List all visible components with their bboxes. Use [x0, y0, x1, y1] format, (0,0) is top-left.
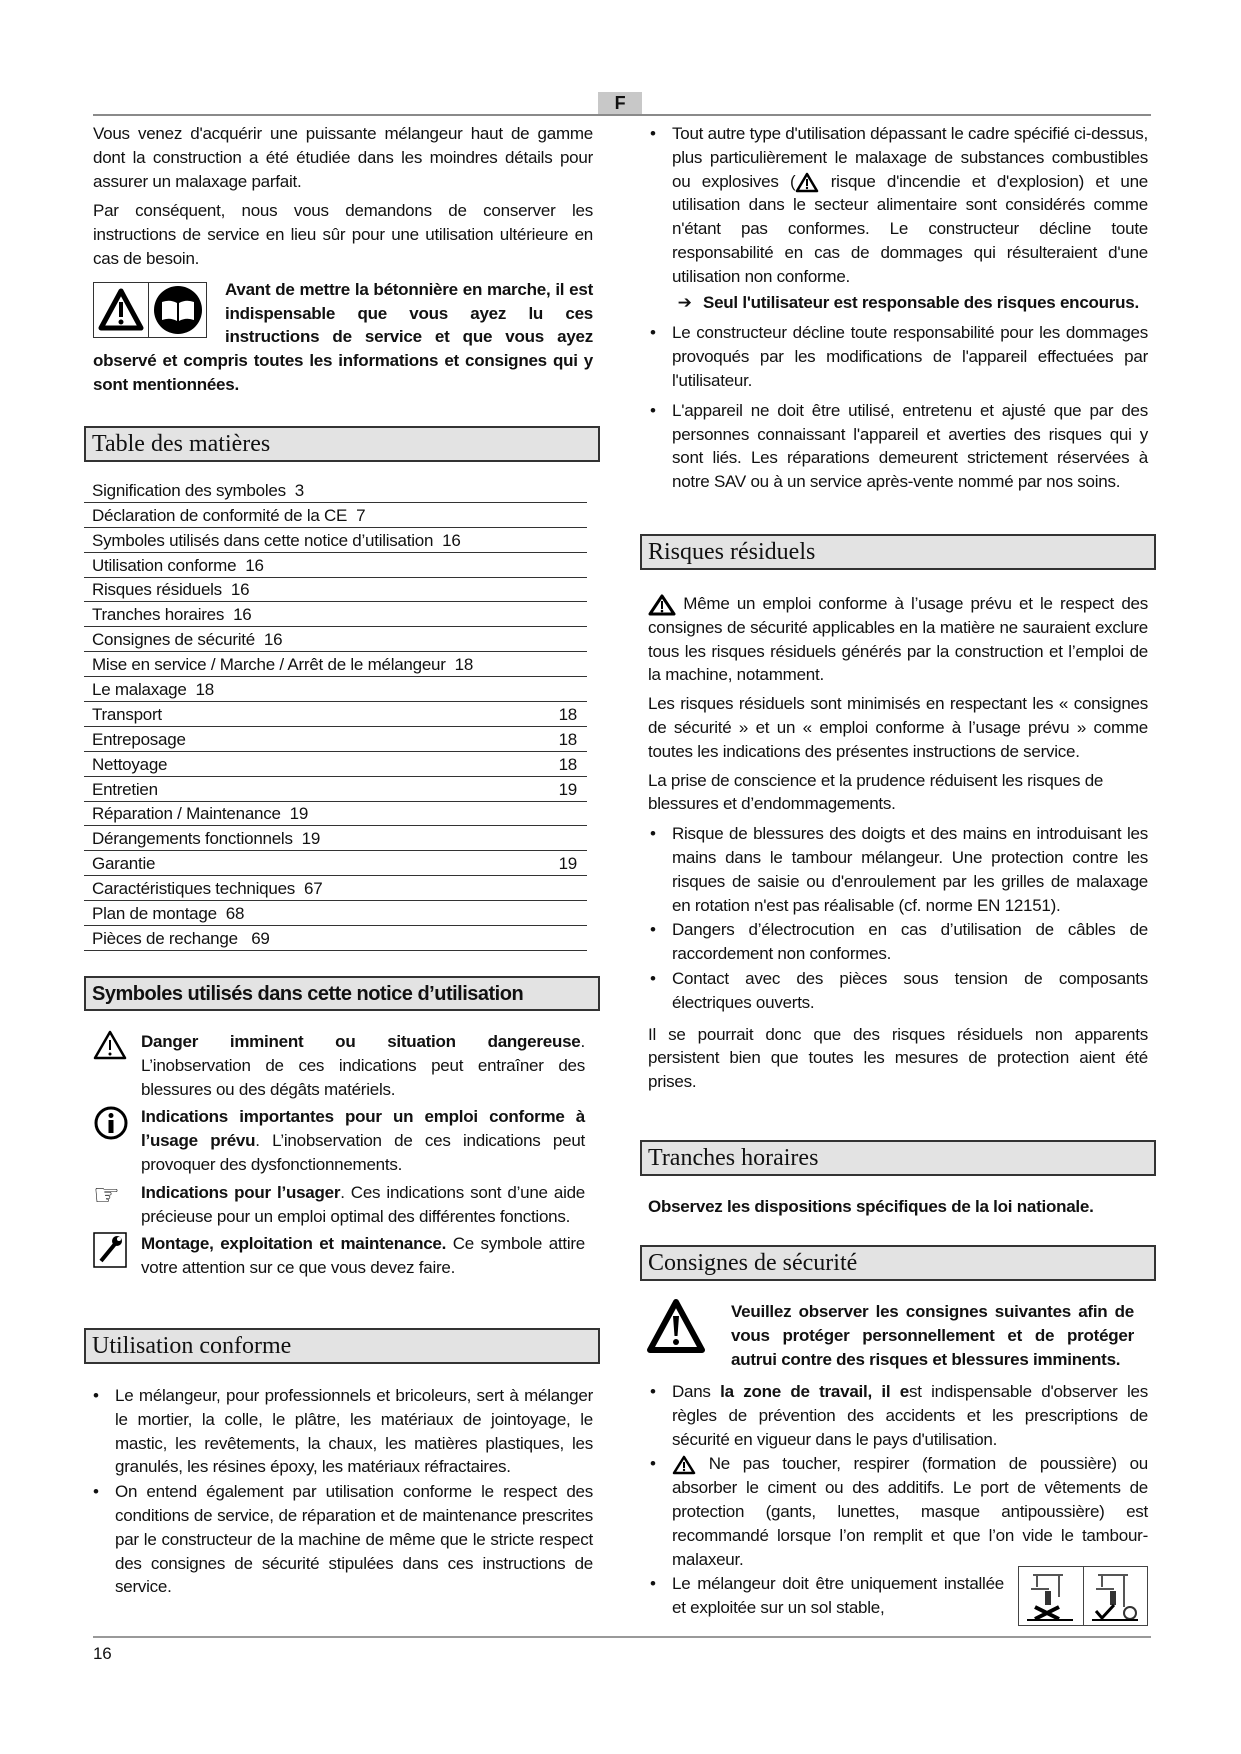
toc-item[interactable]: [84, 802, 587, 827]
toc-item[interactable]: [84, 727, 587, 752]
warning-triangle-icon: [795, 172, 819, 191]
toc-item[interactable]: [84, 652, 587, 677]
section-header-consignes: Consignes de sécurité: [640, 1245, 1156, 1281]
section-header-utilisation: Utilisation conforme: [84, 1328, 600, 1364]
list-item: • Dangers d’électrocution en cas d’utilisation de câbles de raccordement non conformes.: [650, 920, 1148, 964]
list-item: • L'appareil ne doit être utilisé, entretenu et ajusté que par des personnes connaissant l'appareil et averties des risques qui y sont liés. Les réparations demeurent strictement réservées à notre SAV ou à un service après-vente nommé par nos soins.: [650, 400, 1148, 492]
footer-rule: [93, 1636, 1151, 1638]
risques-paragraph-3: La prise de conscience et la prudence réduisent les risques de blessures et d’endommagements.: [648, 770, 1104, 814]
toc-label: Transport: [92, 704, 162, 724]
toc-item[interactable]: [84, 553, 587, 578]
risques-paragraph-4: Il se pourrait donc que des risques résiduels non apparents persistent bien que toutes les mesures de protection aient été prises.: [648, 1024, 1148, 1092]
toc-label: Pièces de rechange 69: [92, 928, 270, 948]
arrow-right-icon: ➔: [672, 292, 703, 313]
list-item: • On entend également par utilisation conforme le respect des conditions de service, de réparation et de maintenance prescrites par le constructeur de la machine de même que le stricte respect des consignes de sécurité stipulées dans ces instructions de service.: [93, 1482, 593, 1597]
consignes-list: [650, 1380, 1148, 1626]
warning-triangle-icon: [672, 1454, 696, 1473]
toc-label: Caractéristiques techniques 67: [92, 879, 323, 899]
intro-section: [93, 122, 593, 402]
toc-label: Garantie: [92, 854, 156, 874]
warning-triangle-icon: [93, 1030, 141, 1101]
unstable-mixer-icon: [1019, 1567, 1084, 1625]
table-of-contents: [84, 478, 587, 951]
symbol-item-danger: Danger imminent ou situation dangereuse. L’inobservation de ces indications peut entraîner des blessures ou des dégâts matériels.: [93, 1030, 585, 1101]
risques-list: [650, 822, 1148, 1014]
responsibility-note: ➔ Seul l'utilisateur est responsable des risques encourus.: [672, 292, 1139, 313]
utilisation-list: [93, 1384, 593, 1600]
page-number: 16: [93, 1644, 112, 1663]
toc-page: 19: [558, 854, 577, 874]
toc-page: 19: [558, 779, 577, 799]
warning-triangle-icon: [646, 1298, 706, 1358]
info-circle-icon: [93, 1105, 141, 1176]
usage-notes-list: [650, 122, 1148, 495]
read-manual-book-icon: [149, 283, 206, 337]
symbol-item-info: Indications importantes pour un emploi conforme à l’usage prévu. L’inobservation de ces indications peut provoquer des dysfonctionnements.: [93, 1105, 585, 1176]
toc-item[interactable]: [84, 777, 587, 802]
toc-label: Consignes de sécurité 16: [92, 630, 283, 650]
list-item: • Le constructeur décline toute responsabilité pour les dommages provoqués par les modifications de l'appareil effectuées par l'utilisateur.: [650, 323, 1148, 390]
toc-item[interactable]: [84, 677, 587, 702]
consignes-warning: Veuillez observer les consignes suivantes afin de vous protéger personnellement et de protéger autrui contre des risques et blessures imminents.: [731, 1302, 1134, 1369]
list-item: • Le mélangeur doit être uniquement installée et exploitée sur un sol stable,: [650, 1572, 1148, 1620]
pointing-hand-icon: ☞: [93, 1177, 120, 1213]
section-header-toc: Table des matières: [84, 426, 600, 462]
toc-page: 18: [558, 754, 577, 774]
toc-item[interactable]: [84, 702, 587, 727]
stable-mixer-icon: [1084, 1567, 1148, 1625]
symbol-item-maintenance: Montage, exploitation et maintenance. Ce symbole attire votre attention sur ce que vous devez faire.: [93, 1232, 585, 1280]
intro-paragraph-2: Par conséquent, nous vous demandons de conserver les instructions de service en lieu sûr pour une utilisation ultérieure en cas de besoin.: [93, 201, 593, 268]
list-item: • Tout autre type d'utilisation dépassant le cadre spécifié ci-dessus, plus particulièrement le malaxage de substances combustibles ou explosives ( risque d'incendie et d'explosion) et une utilisation dans le secteur alimentaire sont considérés comme n'étant pas conformes. Le constructeur décline toute responsabilité en cas de dommages qui résulteraient d'une utilisation non conforme. ➔ Seul l'utilisateur est responsable des risques encourus.: [650, 122, 1148, 315]
toc-item[interactable]: [84, 503, 587, 528]
toc-label: Mise en service / Marche / Arrêt de le mélangeur 18: [92, 655, 474, 675]
warning-manual-icons: [93, 282, 207, 338]
stable-ground-illustration: [1018, 1566, 1148, 1626]
toc-item[interactable]: [84, 627, 587, 652]
toc-label: Le malaxage 18: [92, 680, 214, 700]
header-rule: [93, 114, 1151, 116]
toc-label: Risques résiduels 16: [92, 580, 250, 600]
toc-label: Signification des symboles 3: [92, 480, 304, 500]
list-item: • Risque de blessures des doigts et des mains en introduisant les mains dans le tambour mélangeur. Une protection contre les risques de saisie ou d'enroulement par les grilles de malaxage en rotation n'est pas réalisable (cf. norme EN 12151).: [650, 824, 1148, 915]
intro-paragraph-1: Vous venez d'acquérir une puissante mélangeur haut de gamme dont la construction a été étudiée dans les moindres détails pour assurer un malaxage parfait.: [93, 124, 593, 191]
toc-item[interactable]: [84, 901, 587, 926]
toc-label: Dérangements fonctionnels 19: [92, 829, 321, 849]
toc-label: Symboles utilisés dans cette notice d’utilisation 16: [92, 530, 461, 550]
toc-label: Utilisation conforme 16: [92, 555, 264, 575]
warning-text: Avant de mettre la bétonnière en marche, il est indispensable que vous ayez lu ces instructions de service et que vous ayez observé et compris toutes les informations et consignes qui y sont mentionnées.: [93, 279, 593, 394]
risques-paragraph-1: Même un emploi conforme à l’usage prévu et le respect des consignes de sécurité applicables en la matière ne sauraient exclure tous les risques résiduels générés par la construction et l’emploi de la machine, notamment.: [648, 594, 1148, 685]
toc-label: Plan de montage 68: [92, 904, 245, 924]
section-header-tranches: Tranches horaires: [640, 1140, 1156, 1176]
language-tab: F: [598, 92, 642, 114]
section-header-risques: Risques résiduels: [640, 534, 1156, 570]
toc-item[interactable]: [84, 826, 587, 851]
toc-item[interactable]: [84, 602, 587, 627]
toc-item[interactable]: [84, 752, 587, 777]
toc-item[interactable]: [84, 478, 587, 503]
warning-triangle-icon: [648, 594, 676, 613]
toc-item[interactable]: [84, 578, 587, 603]
toc-label: Nettoyage: [92, 754, 168, 774]
tranches-text: Observez les dispositions spécifiques de la loi nationale.: [648, 1197, 1094, 1216]
toc-label: Entretien: [92, 779, 158, 799]
toc-label: Réparation / Maintenance 19: [92, 804, 309, 824]
list-item: • Dans la zone de travail, il est indispensable d'observer les règles de prévention des accidents et les prescriptions de sécurité en vigueur dans le pays d'utilisation.: [650, 1382, 1148, 1449]
symbol-item-user-tip: ☞ Indications pour l’usager. Ces indications sont d’une aide précieuse pour un emploi optimal des différentes fonctions.: [93, 1181, 585, 1229]
toc-label: Déclaration de conformité de la CE 7: [92, 505, 366, 525]
toc-item[interactable]: [84, 876, 587, 901]
risques-section: [648, 592, 1148, 1099]
toc-label: Tranches horaires 16: [92, 605, 252, 625]
warning-triangle-icon: [94, 283, 149, 337]
toc-item[interactable]: [84, 851, 587, 876]
list-item: • Ne pas toucher, respirer (formation de poussière) ou absorber le ciment ou des additifs. Le port de vêtements de protection (gants, lunettes, masque antipoussière) est recommandé lorsque l’on remplit et que l’on vide le tambour-malaxeur.: [650, 1454, 1148, 1569]
section-header-symbols: Symboles utilisés dans cette notice d’utilisation: [84, 976, 600, 1011]
toc-item[interactable]: [84, 528, 587, 553]
list-item: • Contact avec des pièces sous tension de composants électriques ouverts.: [650, 968, 1148, 1012]
list-item: • Le mélangeur, pour professionnels et bricoleurs, sert à mélanger le mortier, la colle, le plâtre, les matériaux de jointoyage, le mastic, les revêtements, la chaux, les matières plastiques, les granulés, les résines époxy, les matériaux réfractaires.: [93, 1386, 593, 1477]
toc-label: Entreposage: [92, 729, 186, 749]
toc-page: 18: [558, 704, 577, 724]
read-manual-warning: [93, 278, 593, 397]
risques-paragraph-2: Les risques résiduels sont minimisés en respectant les « consignes de sécurité » et un « emploi conforme à l’usage prévu » comme toutes les indications des présentes instructions de service.: [648, 694, 1148, 761]
symbols-list: [93, 1030, 585, 1284]
wrench-icon: [93, 1232, 141, 1280]
toc-item[interactable]: [84, 926, 587, 951]
toc-page: 18: [558, 729, 577, 749]
